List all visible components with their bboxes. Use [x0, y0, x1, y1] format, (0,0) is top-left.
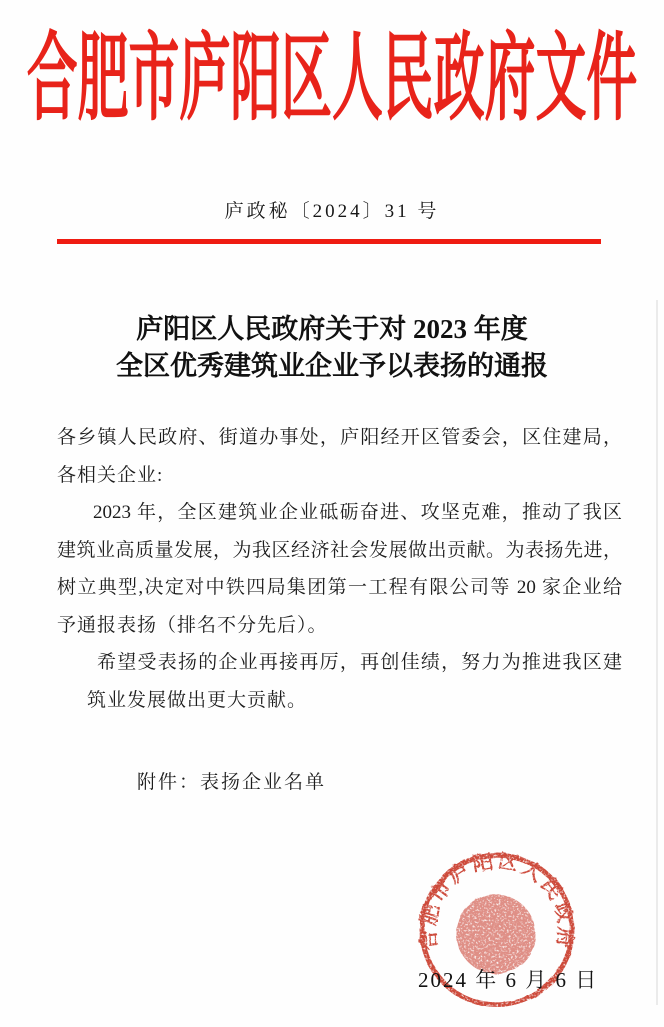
- body-line: 希望受表扬的企业再接再厉，再创佳绩，努力为推进我区建: [97, 652, 622, 673]
- body-line: 各相关企业:: [57, 464, 164, 486]
- body-line: 2023 年，全区建筑业企业砥砺奋进、攻坚克难，推动了我区: [93, 502, 622, 523]
- body-line: 各乡镇人民政府、街道办事处，庐阳经开区管委会，区住建局，: [57, 427, 622, 448]
- document-date: 2024 年 6 月 6 日: [418, 968, 599, 992]
- title-line-2: 全区优秀建筑业企业予以表扬的通报: [116, 351, 548, 381]
- seal-arc-text: 合肥市庐阳区人民政府: [417, 850, 577, 953]
- body-line: 予通报表扬（排名不分先后）。: [57, 614, 328, 636]
- national-emblem-icon: [457, 895, 536, 974]
- body-line: 树立典型,决定对中铁四局集团第一工程有限公司等 20 家企业给: [57, 577, 622, 598]
- body-text: [57, 419, 622, 719]
- document-title: [0, 311, 664, 385]
- scan-edge-artifact: [656, 300, 658, 1005]
- masthead-title: 合肥市庐阳区人民政府文件: [26, 25, 638, 132]
- attachment-note: 附件：表扬企业名单: [137, 772, 327, 793]
- red-separator-line: [57, 239, 601, 244]
- body-line: 筑业发展做出更大贡献。: [87, 689, 308, 711]
- title-line-1: 庐阳区人民政府关于对 2023 年度: [136, 314, 528, 344]
- body-line: 建筑业高质量发展，为我区经济社会发展做出贡献。为表扬先进，: [57, 539, 622, 561]
- doc-number: 庐政秘〔2024〕31 号: [224, 201, 440, 222]
- masthead: [0, 25, 664, 132]
